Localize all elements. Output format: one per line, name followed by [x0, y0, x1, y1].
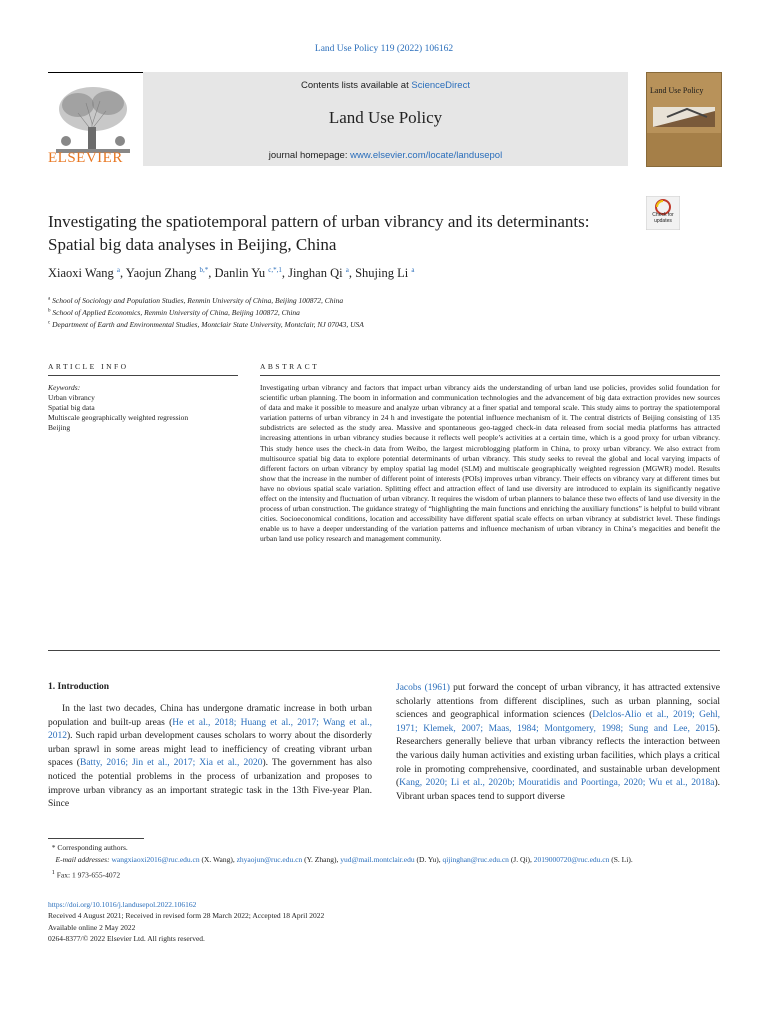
email-owner: (Y. Zhang),	[302, 855, 341, 865]
received-dates: Received 4 August 2021; Received in revised form 28 March 2022; Accepted 18 April 2022	[48, 911, 325, 921]
author-sup[interactable]: a	[345, 266, 349, 274]
author-list: Xiaoxi Wang $^a$, Yaojun Zhang $^{b,*}$, Danlin Yu $^{c,*,1}$, Jinghan Qi $^a$, Shujing Li $^a$	[48, 266, 415, 281]
email-link[interactable]: zhyaojun@ruc.edu.cn	[236, 855, 303, 865]
email-label: E-mail addresses:	[55, 855, 110, 865]
affiliation-sup: a	[48, 296, 51, 302]
fax-note: $^1$ Fax: 1 973-655-4072	[51, 868, 121, 880]
affiliation	[48, 296, 720, 305]
email-owner: (J. Qi),	[508, 855, 534, 865]
email-owner: (D. Yu),	[414, 855, 443, 865]
contents-prefix: Contents lists available at	[301, 80, 412, 91]
keywords-block	[48, 383, 238, 433]
affiliation-sup: b	[48, 308, 51, 314]
citation-link[interactable]: He et al., 2018; Huang et al., 2017; Wang et al., 2012	[48, 717, 373, 742]
doi-link[interactable]: https://doi.org/10.1016/j.landusepol.2022.106162	[48, 900, 197, 909]
journal-title: Land Use Policy	[328, 108, 443, 127]
keyword: Multiscale geographically weighted regression	[48, 413, 189, 422]
corresponding-text: Corresponding authors.	[57, 843, 128, 852]
body-text: ). Such rapid urban development causes scholars to worry about the disorderly urban sprawl in some areas might lead to inefficiency of creating vibrant urban spaces (	[48, 731, 372, 769]
email-link[interactable]: 2019000720@ruc.edu.cn	[533, 855, 610, 865]
body-text: ). Researchers generally believe that urban vibrancy reflects the interaction between the various daily human activities and existing urban facilities, which plays a critical role in promoting comprehensive, coordinated, and sustainable urban development (	[396, 723, 720, 789]
fax-text: Fax: 1 973-655-4072	[56, 870, 121, 880]
journal-citation[interactable]: Land Use Policy 119 (2022) 106162	[314, 44, 454, 54]
author-sup[interactable]: a	[116, 266, 120, 274]
keyword: Beijing	[48, 423, 71, 432]
publication-info	[48, 899, 720, 944]
affiliation	[48, 308, 720, 317]
intro-paragraph-left	[48, 703, 372, 812]
body-text: put forward the concept of urban vibrancy, it has attracted extensive scholarly attentions from different disciplines, such as urban planning, social sciences and geographical information sciences (	[396, 683, 721, 721]
corresponding-note: * Corresponding authors.	[48, 843, 128, 852]
author-name[interactable]: Jinghan Qi	[288, 266, 343, 281]
email-link[interactable]: qijinghan@ruc.edu.cn	[442, 855, 509, 865]
footnotes	[48, 842, 720, 881]
divider	[48, 375, 238, 376]
cover-title: Land Use Policy	[650, 86, 704, 95]
copyright: 0264-8377/© 2022 Elsevier Ltd. All rights reserved.	[48, 933, 205, 943]
sciencedirect-link[interactable]: ScienceDirect	[411, 80, 470, 91]
keyword: Spatial big data	[48, 403, 95, 412]
email-owner: (S. Li).	[609, 855, 633, 865]
affiliation-text: School of Sociology and Population Studies, Renmin University of China, Beijing 100872, China	[52, 296, 344, 305]
author-sup[interactable]: b,*	[199, 266, 209, 274]
citation-link[interactable]: Jacobs (1961)	[396, 683, 450, 693]
author-name[interactable]: Yaojun Zhang	[125, 266, 197, 281]
body-text: ). The government has also noticed the potential problems in the process of urbanization and proposes to improve urban vibrancy as an important strategic task in the 13th Five-year Plan. Since	[48, 758, 372, 810]
author-name[interactable]: Danlin Yu	[214, 266, 266, 281]
abstract-text: Investigating urban vibrancy and factors that impact urban vibrancy aids the understanding of urban land use policies, provides solid foundation for scientific urban planning. The boom in information and communication technologies and the advancement of big data extraction provides new sources of data and make it possible to measure and analyze urban vibrancy at a finer spatial and temporal scale. This study aims to portray the spatiotemporal variation patterns of urban vibrancy in 24 h and investigate the potential influence mechanism of it. The central districts of Beijing consisting of 135 subdistricts are selected as the study area. Massive and spontaneous geo-tagged check-in data released from social media platforms has attracted increasing attentions in urban vibrancy studies because it reflects well people’s activities at a certain time, which is a good proxy for urban vibrancy. This study hence uses the check-in data from Weibo, the largest microblogging platform in China, to proxy urban vibrancy. We also extract from multisource spatial big data to explore potential determinants of urban vibrancy. This study seeks to reveal the global and local varying impacts of different factors on urban vibrancy by employ spatial lag model (SLM) and multiscale geographically weighted regression (MGWR) model. Results show that the increase in the number of different point of interests (POIs) improves urban vibrancy. Their effects on vibrancy vary at different times but have no obvious spatial scale variation. Splitting effect and attraction effect of land use diversity are introduced to explain its significantly negative effect on the intensity and fluctuation of urban vibrancy. It requires the wisdom of urban planners to balance these two effects of land use diversity in the process of urban construction. The guidance strategy of “highlighting the main functions and enriching the auxiliary functions” is helpful to build vibrant cities. Socioeconomical conditions, location and accessibility have different spatial scale effects on urban vibrancy at subdistrict level. These findings enable us to have a deeper understanding of the variation patterns and influence mechanism of urban vibrancy in China’s megacities and benefit the urban land use policy research and management community.	[260, 383, 720, 544]
article-info-heading: ARTICLE INFO	[48, 362, 129, 371]
abstract-heading: ABSTRACT	[260, 362, 320, 371]
article-title: Investigating the spatiotemporal pattern of urban vibrancy and its determinants: Spatial big data analyses in Beijing, China	[48, 212, 590, 254]
divider	[48, 650, 720, 651]
publisher-logo[interactable]: ELSEVIER	[48, 150, 123, 166]
body-text: ). Vibrant urban spaces tend to support diverse	[396, 778, 720, 802]
body-text: In the last two decades, China has undergone dramatic increase in both urban population and built-up areas (	[48, 704, 372, 728]
contents-line	[143, 80, 628, 91]
author-name[interactable]: Shujing Li	[355, 266, 409, 281]
homepage-line	[143, 150, 628, 161]
email-link[interactable]: yud@mail.montclair.edu	[340, 855, 415, 865]
homepage-prefix: journal homepage:	[268, 150, 351, 161]
author-name[interactable]: Xiaoxi Wang	[48, 266, 114, 281]
affiliation-sup: c	[48, 320, 51, 326]
citation-link[interactable]: Delclos-Alio et al., 2019; Gehl, 1971; Klemek, 2007; Maas, 1984; Montgomery, 1998; Sung and Lee, 2015	[396, 710, 721, 734]
homepage-link[interactable]: www.elsevier.com/locate/landusepol	[350, 150, 503, 161]
email-owner: (X. Wang),	[199, 855, 237, 865]
keyword: Urban vibrancy	[48, 393, 95, 402]
check-for-updates-label: Check for updates	[652, 212, 674, 224]
divider	[260, 375, 720, 376]
author-sup[interactable]: a	[411, 266, 415, 274]
intro-paragraph-right	[396, 682, 720, 804]
affiliation-text: Department of Earth and Environmental Studies, Montclair State University, Montclair, NJ 07043, USA	[52, 320, 364, 329]
affiliation	[48, 320, 720, 329]
citation-link[interactable]: Kang, 2020; Li et al., 2020b; Mouratidis and Poortinga, 2020; Wu et al., 2018a	[399, 778, 715, 789]
author-sup[interactable]: c,*,1	[268, 266, 282, 274]
footnote-rule	[48, 838, 144, 839]
citation-link[interactable]: Batty, 2016; Jin et al., 2017; Xia et al., 2020	[79, 758, 263, 769]
affiliation-text: School of Applied Economics, Renmin University of China, Beijing 100872, China	[52, 308, 300, 317]
email-link[interactable]: wangxiaoxi2016@ruc.edu.cn	[111, 855, 200, 865]
section-heading-introduction: 1. Introduction	[48, 682, 110, 692]
email-note	[48, 854, 720, 866]
online-date: Available online 2 May 2022	[48, 922, 136, 932]
keywords-label: Keywords:	[48, 383, 81, 392]
